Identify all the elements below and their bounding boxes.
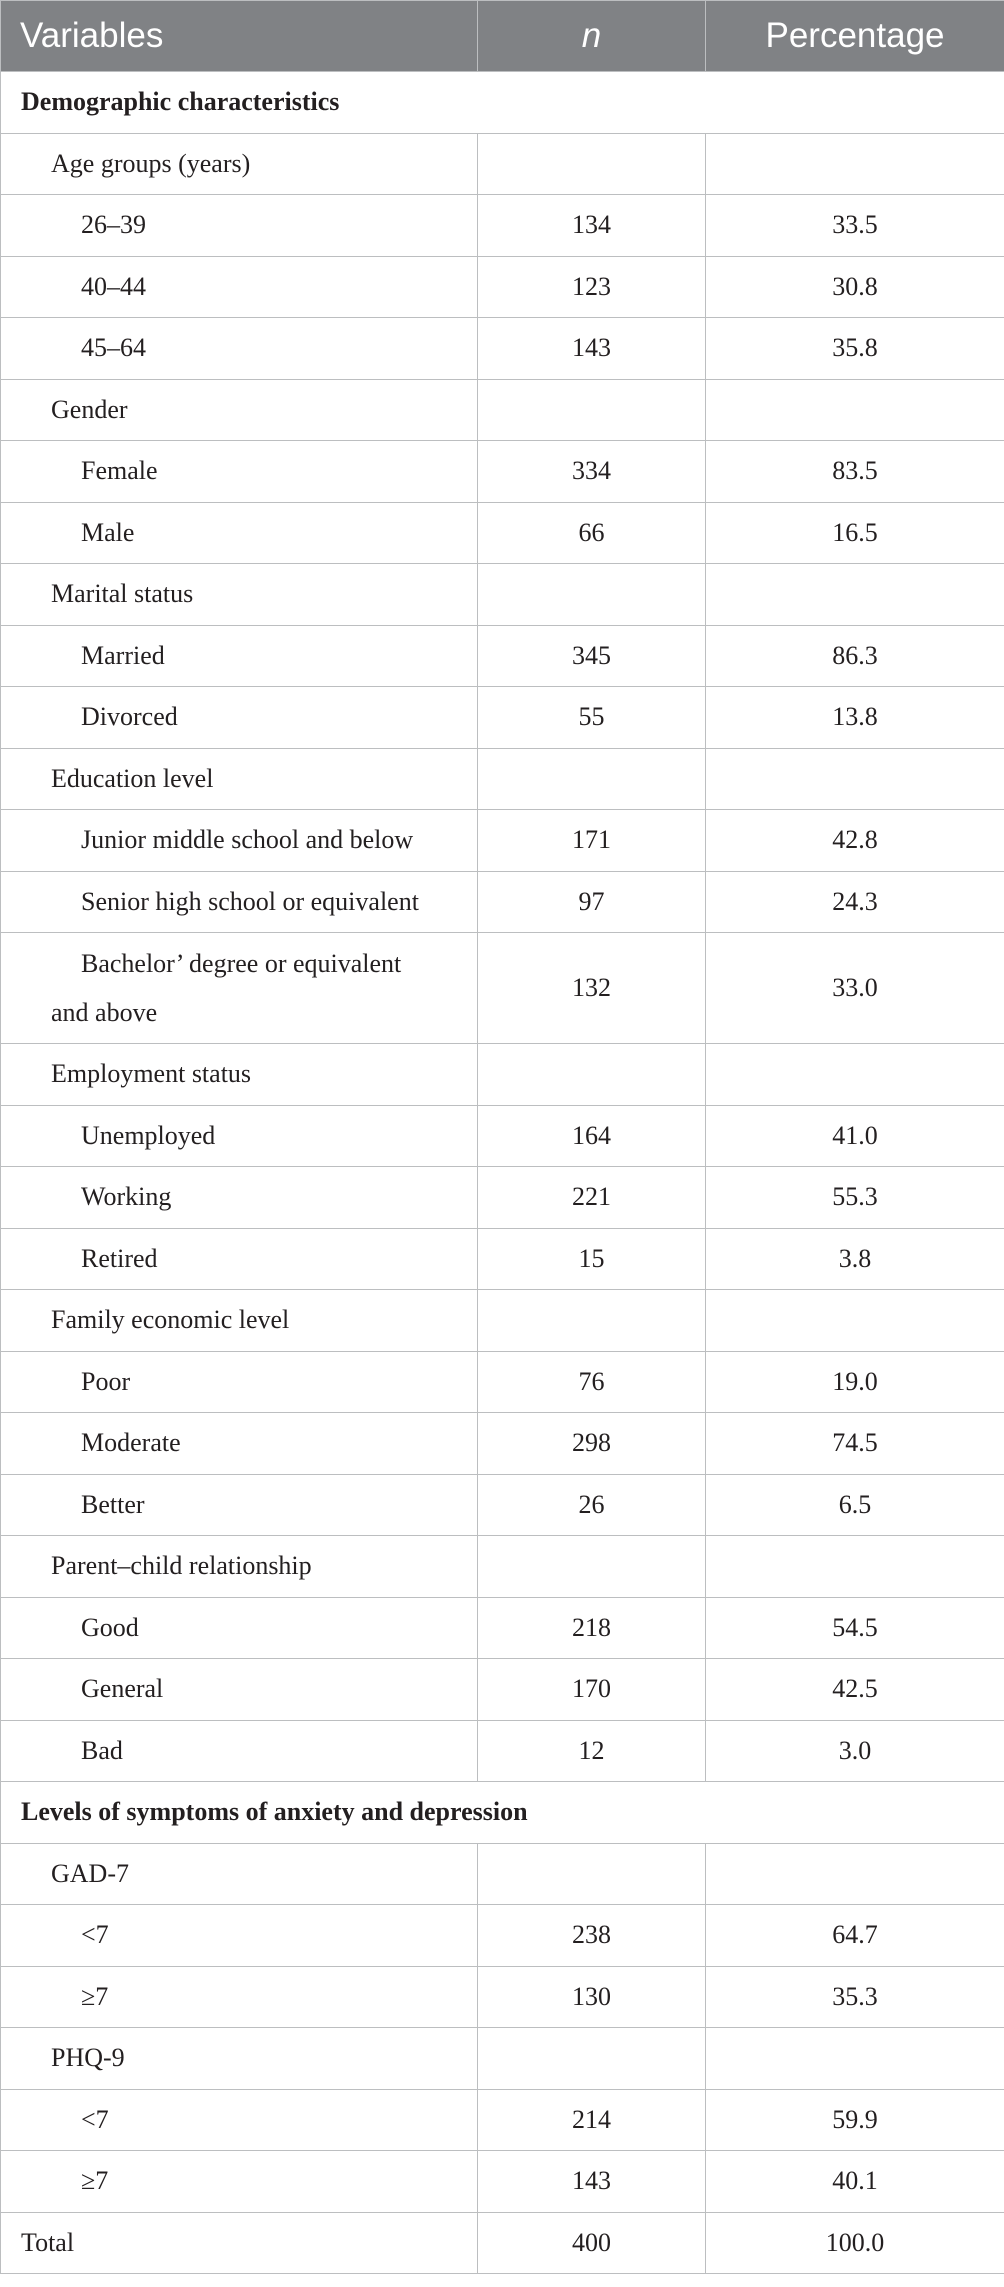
table-row — [1, 1597, 1004, 1659]
n-cell: 218 — [478, 1597, 706, 1659]
item-label: Working — [1, 1167, 478, 1229]
n-cell: 12 — [478, 1720, 706, 1782]
item-label — [1, 933, 478, 1044]
table-row — [1, 1167, 1004, 1229]
group-row — [1, 1044, 1004, 1106]
n-cell: 26 — [478, 1474, 706, 1536]
percentage-cell: 42.5 — [706, 1659, 1004, 1721]
percentage-cell: 13.8 — [706, 687, 1004, 749]
header-row — [1, 1, 1004, 72]
n-cell: 143 — [478, 318, 706, 380]
section-row — [1, 72, 1004, 134]
percentage-cell — [706, 1290, 1004, 1352]
item-label: 26–39 — [1, 195, 478, 257]
percentage-cell: 54.5 — [706, 1597, 1004, 1659]
table-row — [1, 687, 1004, 749]
table-row — [1, 810, 1004, 872]
total-label: Total — [1, 2212, 478, 2274]
group-label: GAD-7 — [1, 1843, 478, 1905]
total-row — [1, 2212, 1004, 2274]
table-row — [1, 1720, 1004, 1782]
item-label-line1: Bachelor’ degree or equivalent — [81, 949, 402, 978]
percentage-cell: 35.3 — [706, 1966, 1004, 2028]
n-cell: 123 — [478, 256, 706, 318]
item-label: ≥7 — [1, 2151, 478, 2213]
group-row — [1, 1843, 1004, 1905]
table-row — [1, 871, 1004, 933]
percentage-cell: 59.9 — [706, 2089, 1004, 2151]
n-cell: 214 — [478, 2089, 706, 2151]
item-label: Female — [1, 441, 478, 503]
n-cell: 66 — [478, 502, 706, 564]
n-cell: 164 — [478, 1105, 706, 1167]
percentage-cell — [706, 564, 1004, 626]
n-cell: 298 — [478, 1413, 706, 1475]
group-label: Gender — [1, 379, 478, 441]
n-cell — [478, 133, 706, 195]
group-row — [1, 748, 1004, 810]
item-label: 45–64 — [1, 318, 478, 380]
percentage-cell: 33.5 — [706, 195, 1004, 257]
item-label: Senior high school or equivalent — [1, 871, 478, 933]
table-row — [1, 195, 1004, 257]
percentage-cell — [706, 133, 1004, 195]
n-cell — [478, 1044, 706, 1106]
percentage-cell: 33.0 — [706, 933, 1004, 1044]
table-row — [1, 1351, 1004, 1413]
header-n: n — [478, 1, 706, 72]
group-row — [1, 1290, 1004, 1352]
table-row — [1, 502, 1004, 564]
group-row — [1, 133, 1004, 195]
group-row — [1, 2028, 1004, 2090]
n-cell: 221 — [478, 1167, 706, 1229]
item-label: Bad — [1, 1720, 478, 1782]
n-cell: 238 — [478, 1905, 706, 1967]
section-row — [1, 1782, 1004, 1844]
group-row — [1, 1536, 1004, 1598]
group-label: Parent–child relationship — [1, 1536, 478, 1598]
table-row — [1, 2151, 1004, 2213]
section-label: Levels of symptoms of anxiety and depression — [1, 1782, 1004, 1844]
group-row — [1, 379, 1004, 441]
group-label: Age groups (years) — [1, 133, 478, 195]
n-cell — [478, 564, 706, 626]
item-label: Better — [1, 1474, 478, 1536]
item-label: Male — [1, 502, 478, 564]
table-row — [1, 1413, 1004, 1475]
item-label: Married — [1, 625, 478, 687]
table-row — [1, 256, 1004, 318]
item-label: Unemployed — [1, 1105, 478, 1167]
percentage-cell: 24.3 — [706, 871, 1004, 933]
n-cell: 76 — [478, 1351, 706, 1413]
percentage-cell: 55.3 — [706, 1167, 1004, 1229]
percentage-cell — [706, 1536, 1004, 1598]
percentage-cell: 16.5 — [706, 502, 1004, 564]
table-row — [1, 441, 1004, 503]
item-label: Divorced — [1, 687, 478, 749]
n-cell — [478, 1843, 706, 1905]
n-cell: 171 — [478, 810, 706, 872]
table-row — [1, 1474, 1004, 1536]
item-label: Moderate — [1, 1413, 478, 1475]
percentage-cell: 35.8 — [706, 318, 1004, 380]
n-cell: 97 — [478, 871, 706, 933]
percentage-cell: 40.1 — [706, 2151, 1004, 2213]
group-label: Employment status — [1, 1044, 478, 1106]
item-label: Poor — [1, 1351, 478, 1413]
n-cell — [478, 2028, 706, 2090]
header-variables: Variables — [1, 1, 478, 72]
table-row — [1, 933, 1004, 1044]
group-row — [1, 564, 1004, 626]
percentage-cell — [706, 1044, 1004, 1106]
item-label: Junior middle school and below — [1, 810, 478, 872]
group-label: Family economic level — [1, 1290, 478, 1352]
percentage-cell: 19.0 — [706, 1351, 1004, 1413]
n-cell: 170 — [478, 1659, 706, 1721]
n-cell: 400 — [478, 2212, 706, 2274]
n-cell — [478, 1290, 706, 1352]
n-cell: 132 — [478, 933, 706, 1044]
percentage-cell: 83.5 — [706, 441, 1004, 503]
item-label: ≥7 — [1, 1966, 478, 2028]
percentage-cell: 86.3 — [706, 625, 1004, 687]
item-label: 40–44 — [1, 256, 478, 318]
percentage-cell: 100.0 — [706, 2212, 1004, 2274]
n-cell — [478, 379, 706, 441]
n-cell: 345 — [478, 625, 706, 687]
table-row — [1, 625, 1004, 687]
item-label-line2: and above — [51, 998, 158, 1027]
n-cell: 55 — [478, 687, 706, 749]
table-header — [1, 1, 1004, 72]
table-row — [1, 318, 1004, 380]
percentage-cell: 41.0 — [706, 1105, 1004, 1167]
percentage-cell: 6.5 — [706, 1474, 1004, 1536]
table-row — [1, 1966, 1004, 2028]
group-label: Education level — [1, 748, 478, 810]
n-cell: 334 — [478, 441, 706, 503]
n-cell: 134 — [478, 195, 706, 257]
n-cell: 143 — [478, 2151, 706, 2213]
table-row — [1, 1228, 1004, 1290]
percentage-cell: 30.8 — [706, 256, 1004, 318]
group-label: Marital status — [1, 564, 478, 626]
n-cell: 130 — [478, 1966, 706, 2028]
percentage-cell: 3.0 — [706, 1720, 1004, 1782]
header-percentage: Percentage — [706, 1, 1004, 72]
percentage-cell — [706, 379, 1004, 441]
section-label: Demographic characteristics — [1, 72, 1004, 134]
table-row — [1, 2089, 1004, 2151]
n-cell: 15 — [478, 1228, 706, 1290]
item-label: Retired — [1, 1228, 478, 1290]
n-cell — [478, 748, 706, 810]
table-body — [1, 72, 1004, 2274]
item-label: <7 — [1, 1905, 478, 1967]
percentage-cell: 3.8 — [706, 1228, 1004, 1290]
percentage-cell: 74.5 — [706, 1413, 1004, 1475]
percentage-cell: 64.7 — [706, 1905, 1004, 1967]
table-row — [1, 1105, 1004, 1167]
table-row — [1, 1659, 1004, 1721]
group-label: PHQ-9 — [1, 2028, 478, 2090]
item-label: General — [1, 1659, 478, 1721]
percentage-cell: 42.8 — [706, 810, 1004, 872]
percentage-cell — [706, 1843, 1004, 1905]
item-label: Good — [1, 1597, 478, 1659]
table-row — [1, 1905, 1004, 1967]
n-cell — [478, 1536, 706, 1598]
item-label: <7 — [1, 2089, 478, 2151]
percentage-cell — [706, 748, 1004, 810]
percentage-cell — [706, 2028, 1004, 2090]
